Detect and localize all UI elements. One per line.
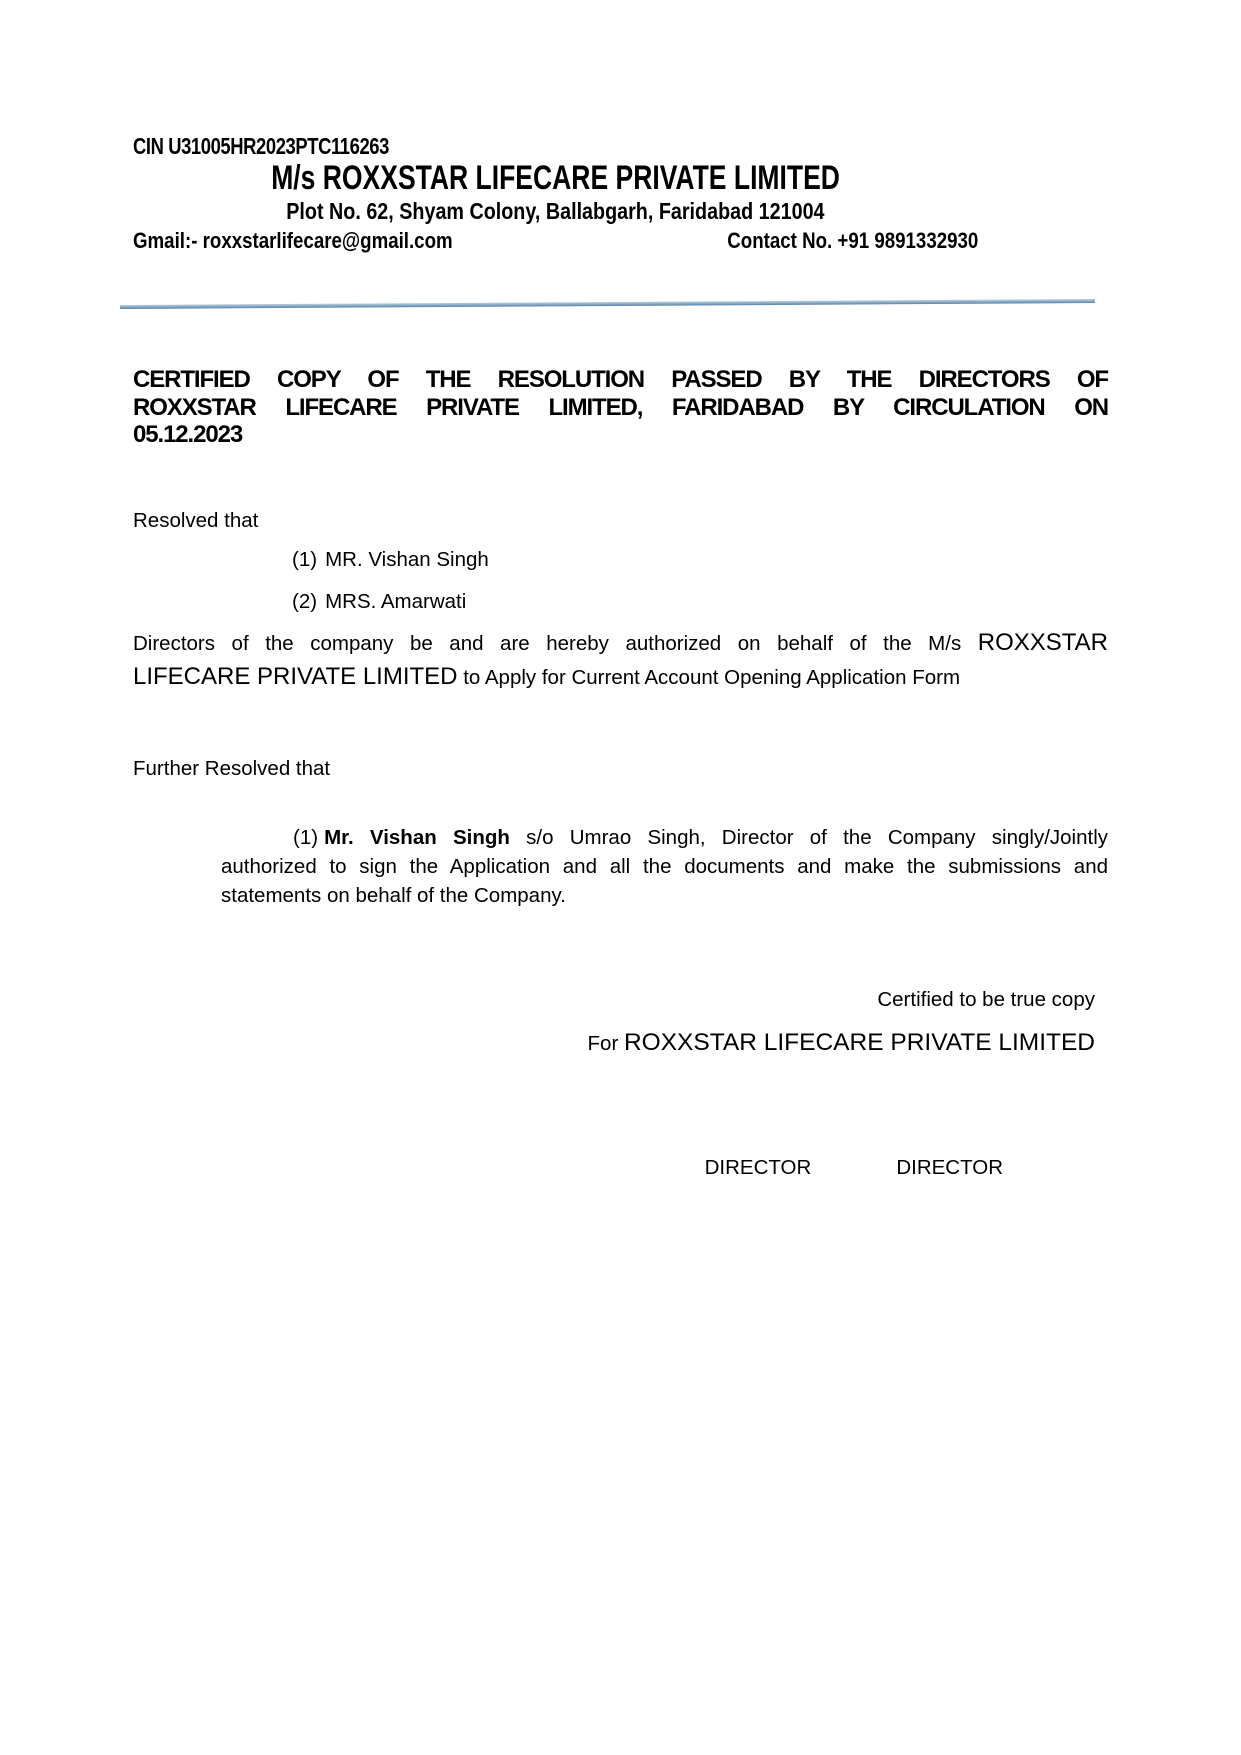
director-item-name: MRS. Amarwati <box>325 589 467 613</box>
signatory-paragraph <box>221 823 1108 910</box>
authorization-company-part1: ROXXSTAR <box>977 628 1108 656</box>
contact-row <box>133 228 978 254</box>
company-cin-text: CIN U31005HR2023PTC116263 <box>133 133 389 159</box>
for-label: For <box>587 1031 624 1055</box>
signatory-number: (1) <box>293 825 319 849</box>
company-email: Gmail:- roxxstarlifecare@gmail.com <box>133 228 453 253</box>
resolution-title-line2: ROXXSTAR LIFECARE PRIVATE LIMITED, FARIDABAD BY CIRCULATION ON <box>133 393 1108 421</box>
authorization-line2 <box>133 660 1108 694</box>
director-signature-right: DIRECTOR <box>896 1155 1003 1179</box>
director-list-item <box>292 587 1108 616</box>
authorization-line1 <box>133 626 1108 660</box>
resolution-title-line3: 05.12.2023 <box>133 421 243 448</box>
company-contact: Contact No. +91 9891332930 <box>726 228 978 253</box>
for-company-line <box>133 1028 1108 1059</box>
resolution-title-line1: CERTIFIED COPY OF THE RESOLUTION PASSED BY THE DIRECTORS OF <box>133 366 1108 393</box>
signatory-line2: authorized to sign the Application and all the documents and make the submissions and <box>221 854 1108 878</box>
company-name <box>133 159 978 197</box>
director-list-item <box>292 545 1108 574</box>
director-signature-row <box>133 1156 1108 1180</box>
signatory-line3: statements on behalf of the Company. <box>221 883 566 907</box>
director-item-number: (2) <box>292 589 318 613</box>
director-item-number: (1) <box>292 547 318 571</box>
signatory-line1 <box>221 823 1108 852</box>
authorization-line1-text: Directors of the company be and are hereby authorized on behalf of the M/s <box>133 631 962 655</box>
letterhead <box>133 133 978 254</box>
signatory-name: Mr. Vishan Singh <box>324 825 510 849</box>
further-resolved-label: Further Resolved that <box>133 756 331 780</box>
certified-true-copy: Certified to be true copy <box>877 987 1095 1011</box>
signatory-line1-rest: s/o Umrao Singh, Director of the Company singly/Jointly <box>509 825 1108 849</box>
authorization-line2-text: to Apply for Current Account Opening Application Form <box>457 665 961 689</box>
company-name-text: M/s ROXXSTAR LIFECARE PRIVATE LIMITED <box>271 159 840 197</box>
company-address-text: Plot No. 62, Shyam Colony, Ballabgarh, Faridabad 121004 <box>286 198 825 224</box>
for-company-name: ROXXSTAR LIFECARE PRIVATE LIMITED <box>623 1028 1095 1056</box>
company-address <box>133 197 978 226</box>
authorization-company-part2: LIFECARE PRIVATE LIMITED <box>133 662 458 690</box>
resolved-label: Resolved that <box>133 508 259 532</box>
director-item-name: MR. Vishan Singh <box>325 547 489 571</box>
company-cin <box>133 133 978 159</box>
document-content <box>133 133 1108 1180</box>
resolution-title <box>133 366 1108 449</box>
director-signature-left: DIRECTOR <box>704 1155 812 1179</box>
authorization-paragraph <box>133 626 1108 694</box>
